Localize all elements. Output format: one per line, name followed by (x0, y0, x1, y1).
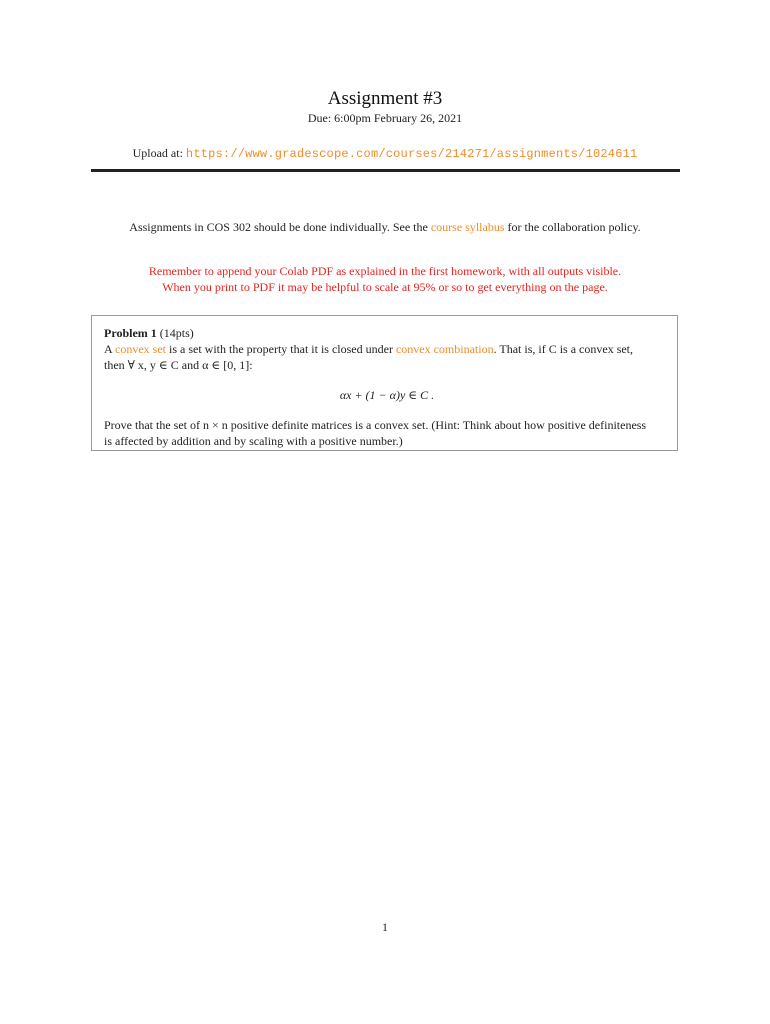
problem-content (104, 325, 670, 449)
convex-combination-link[interactable]: convex combination (395, 342, 494, 356)
assignment-title: Assignment #3 (327, 88, 443, 109)
reminder-note (0, 263, 770, 295)
page-number: 1 (382, 920, 388, 934)
problem-line-2: then ∀ x, y ∈ C and α ∈ [0, 1]: (104, 358, 253, 372)
problem-heading (104, 325, 670, 341)
intro-before-link: Assignments in COS 302 should be done individually. See the (129, 220, 431, 234)
problem-line-3: Prove that the set of n × n positive definite matrices is a convex set. (Hint: Think about how positive definiteness (104, 418, 647, 432)
convex-set-link[interactable]: convex set (115, 342, 166, 356)
reminder-line-2: When you print to PDF it may be helpful to scale at 95% or so to get everything on the page. (162, 280, 608, 294)
upload-line (0, 146, 770, 161)
intro-text (0, 220, 770, 235)
problem-text: A (104, 342, 116, 356)
upload-url-link[interactable]: https://www.gradescope.com/courses/214271/assignments/1024611 (185, 147, 638, 161)
upload-label: Upload at: (132, 146, 183, 160)
course-syllabus-link[interactable]: course syllabus (430, 220, 505, 234)
header-rule (91, 169, 680, 172)
problem-box (91, 315, 678, 451)
problem-title: Problem 1 (104, 326, 157, 340)
reminder-line-1: Remember to append your Colab PDF as explained in the first homework, with all outputs visible. (148, 264, 622, 278)
intro-after-link: for the collaboration policy. (504, 220, 641, 234)
problem-points: (14pts) (159, 326, 194, 340)
problem-text: . That is, if C is a convex set, (493, 342, 634, 356)
due-date: Due: 6:00pm February 26, 2021 (307, 111, 463, 125)
problem-text: is a set with the property that it is closed under (166, 342, 396, 356)
convex-combination-equation: αx + (1 − α)y ∈ C . (339, 388, 435, 402)
problem-line-1 (104, 341, 670, 357)
problem-line-4: is affected by addition and by scaling with a positive number.) (104, 434, 403, 448)
